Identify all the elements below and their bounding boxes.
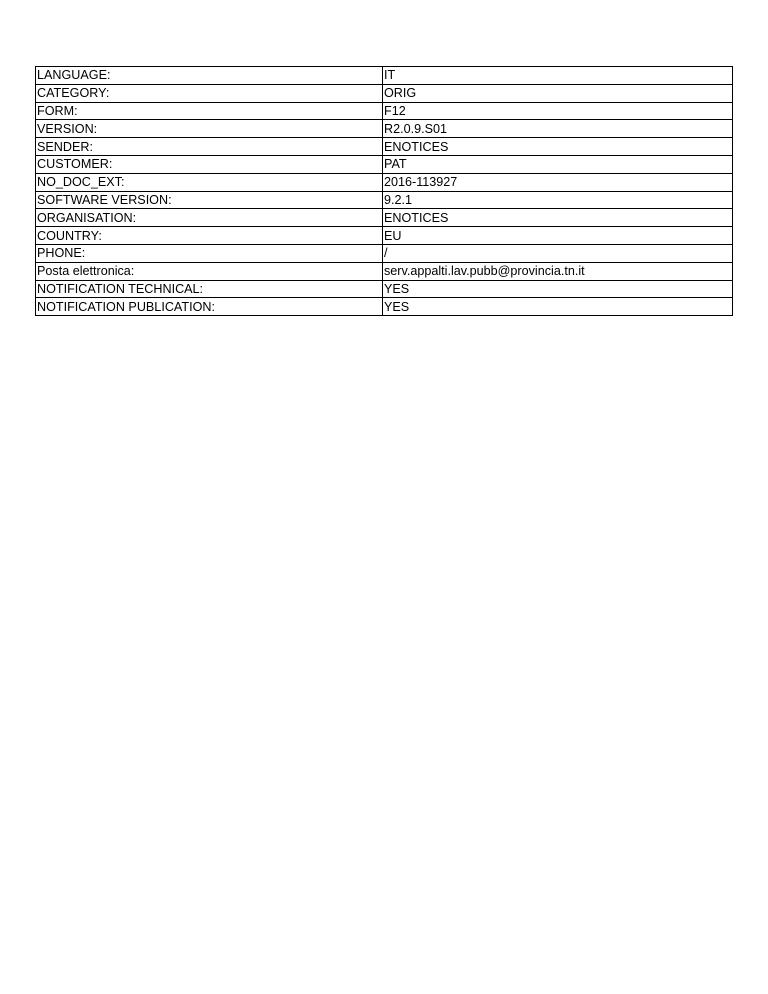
row-country: [36, 227, 733, 245]
row-notification-publication: [36, 298, 733, 316]
value-country: EU: [383, 227, 733, 245]
row-sender: [36, 138, 733, 156]
label-country: COUNTRY:: [36, 227, 383, 245]
row-category: [36, 84, 733, 102]
value-email: serv.appalti.lav.pubb@provincia.tn.it: [383, 262, 733, 280]
label-sender: SENDER:: [36, 138, 383, 156]
label-email: Posta elettronica:: [36, 262, 383, 280]
label-category: CATEGORY:: [36, 84, 383, 102]
value-form: F12: [383, 102, 733, 120]
label-customer: CUSTOMER:: [36, 155, 383, 173]
label-phone: PHONE:: [36, 244, 383, 262]
row-customer: [36, 155, 733, 173]
value-version: R2.0.9.S01: [383, 120, 733, 138]
value-customer: PAT: [383, 155, 733, 173]
row-phone: [36, 244, 733, 262]
value-phone: /: [383, 244, 733, 262]
row-no-doc-ext: [36, 173, 733, 191]
value-no-doc-ext: 2016-113927: [383, 173, 733, 191]
value-organisation: ENOTICES: [383, 209, 733, 227]
value-language: IT: [383, 67, 733, 85]
label-version: VERSION:: [36, 120, 383, 138]
label-notification-publication: NOTIFICATION PUBLICATION:: [36, 298, 383, 316]
row-notification-technical: [36, 280, 733, 298]
row-form: [36, 102, 733, 120]
label-organisation: ORGANISATION:: [36, 209, 383, 227]
row-version: [36, 120, 733, 138]
label-software-version: SOFTWARE VERSION:: [36, 191, 383, 209]
value-category: ORIG: [383, 84, 733, 102]
metadata-table: [35, 66, 733, 316]
value-software-version: 9.2.1: [383, 191, 733, 209]
label-no-doc-ext: NO_DOC_EXT:: [36, 173, 383, 191]
value-sender: ENOTICES: [383, 138, 733, 156]
row-software-version: [36, 191, 733, 209]
value-notification-publication: YES: [383, 298, 733, 316]
label-form: FORM:: [36, 102, 383, 120]
row-email: [36, 262, 733, 280]
row-language: [36, 67, 733, 85]
label-notification-technical: NOTIFICATION TECHNICAL:: [36, 280, 383, 298]
value-notification-technical: YES: [383, 280, 733, 298]
label-language: LANGUAGE:: [36, 67, 383, 85]
row-organisation: [36, 209, 733, 227]
